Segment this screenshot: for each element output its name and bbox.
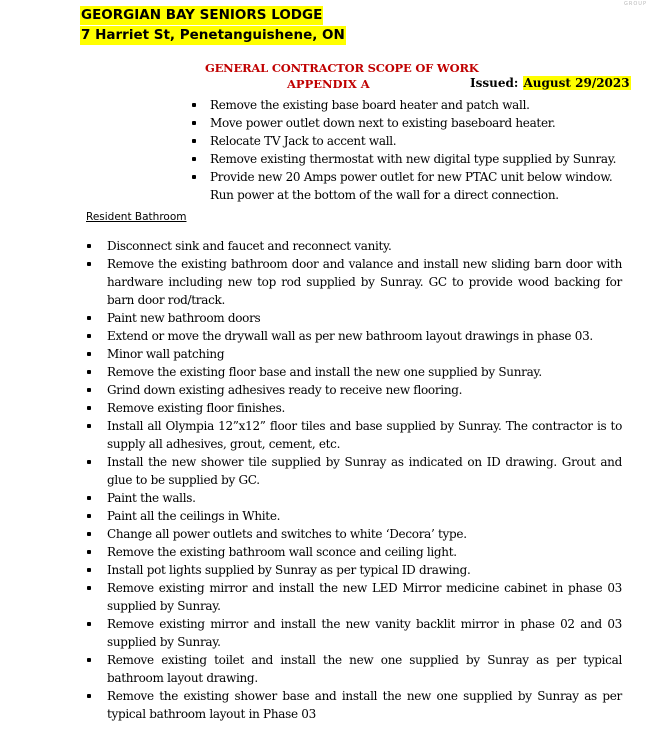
document-title: GENERAL CONTRACTOR SCOPE OF WORK	[205, 61, 479, 75]
list-item: Remove existing mirror and install the new vanity backlit mirror in phase 02 and 03 supplied by Sunray.	[107, 617, 622, 649]
issued-line	[470, 76, 631, 90]
list-item: Remove existing floor finishes.	[107, 399, 622, 417]
watermark-text: GROUP	[624, 1, 647, 7]
list-item: Relocate TV Jack to accent wall.	[210, 132, 630, 150]
list-item: Remove the existing shower base and install the new one supplied by Sunray as per typical bathroom layout in Phase 03	[107, 689, 622, 721]
list-item: Extend or move the drywall wall as per new bathroom layout drawings in phase 03.	[107, 327, 622, 345]
list-item: Change all power outlets and switches to white ‘Decora’ type.	[107, 525, 622, 543]
list-item: Disconnect sink and faucet and reconnect vanity.	[107, 237, 622, 255]
issued-label: Issued:	[470, 76, 519, 90]
bathroom-scope-list	[107, 237, 622, 723]
list-item: Remove the existing bathroom door and valance and install new sliding barn door with hardware including new top rod supplied by Sunray. GC to provide wood backing for barn door rod/track.	[107, 257, 622, 307]
list-item: Provide new 20 Amps power outlet for new PTAC unit below window. Run power at the bottom of the wall for a direct connection.	[210, 168, 630, 204]
appendix-label: APPENDIX A	[287, 77, 370, 91]
list-item: Grind down existing adhesives ready to receive new flooring.	[107, 381, 622, 399]
list-item: Paint new bathroom doors	[107, 309, 622, 327]
list-item: Minor wall patching	[107, 345, 622, 363]
organization-name: GEORGIAN BAY SENIORS LODGE	[81, 7, 323, 23]
list-item: Remove the existing bathroom wall sconce and ceiling light.	[107, 543, 622, 561]
list-item: Install pot lights supplied by Sunray as per typical ID drawing.	[107, 561, 622, 579]
list-item: Paint all the ceilings in White.	[107, 507, 622, 525]
list-item: Remove existing mirror and install the new LED Mirror medicine cabinet in phase 03 supplied by Sunray.	[107, 581, 622, 613]
room-scope-list	[210, 96, 630, 204]
organization-address: 7 Harriet St, Penetanguishene, ON	[81, 27, 345, 43]
issued-date: August 29/2023	[523, 76, 630, 90]
list-item: Install all Olympia 12”x12” floor tiles and base supplied by Sunray. The contractor is to supply all adhesives, grout, cement, etc.	[107, 419, 622, 451]
list-item: Remove existing toilet and install the new one supplied by Sunray as per typical bathroom layout drawing.	[107, 653, 622, 685]
list-item: Remove existing thermostat with new digital type supplied by Sunray.	[210, 150, 630, 168]
section-heading-resident-bathroom: Resident Bathroom	[86, 211, 187, 223]
list-item: Paint the walls.	[107, 489, 622, 507]
list-item: Install the new shower tile supplied by Sunray as indicated on ID drawing. Grout and glue to be supplied by GC.	[107, 455, 622, 487]
list-item: Move power outlet down next to existing baseboard heater.	[210, 114, 630, 132]
list-item: Remove the existing floor base and install the new one supplied by Sunray.	[107, 363, 622, 381]
list-item: Remove the existing base board heater and patch wall.	[210, 96, 630, 114]
